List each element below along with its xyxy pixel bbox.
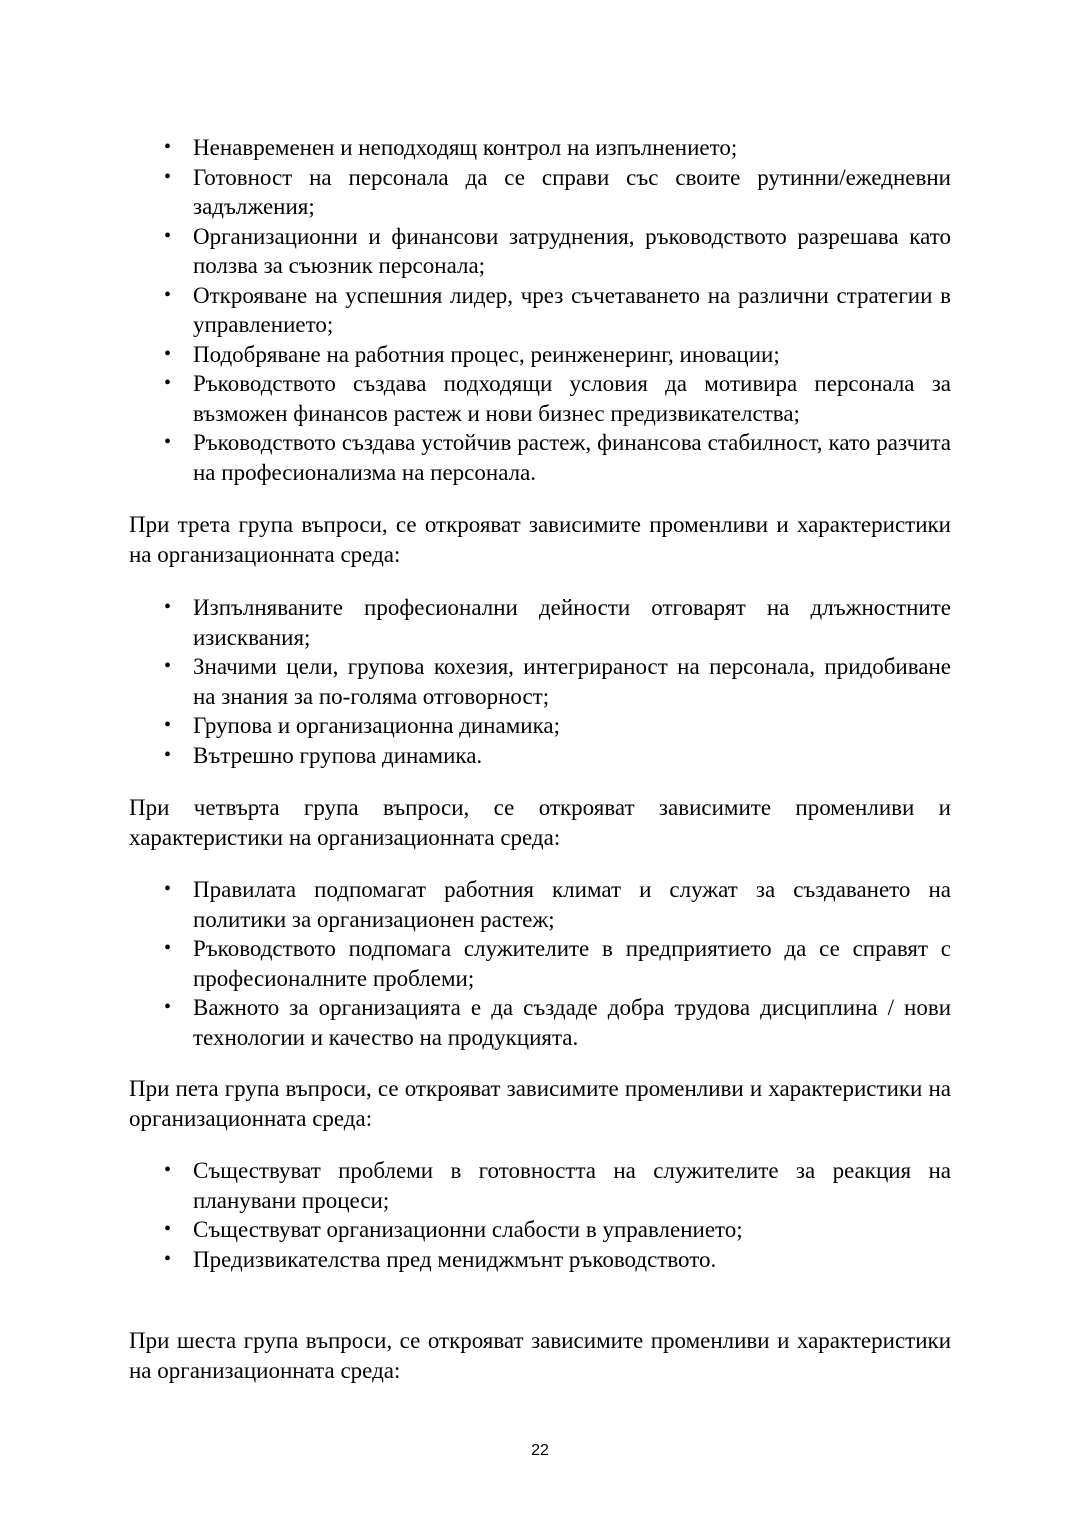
bullet-icon: •: [164, 1218, 172, 1240]
list-item-text: Ненавременен и неподходящ контрол на изпълнението;: [193, 135, 738, 160]
list-item-text: Съществуват проблеми в готовността на служителите за реакция на планувани процеси;: [193, 1158, 951, 1213]
list-item: [129, 1245, 951, 1275]
list-item: [129, 428, 951, 487]
paragraph-group-six: При шеста група въпроси, се открояват зависимите променливи и характеристики на организационната среда:: [129, 1328, 951, 1383]
page-number: 22: [531, 1442, 549, 1459]
list-item: [129, 369, 951, 428]
bullet-icon: •: [164, 1247, 172, 1270]
bullet-icon: •: [164, 937, 172, 959]
list-item-text: Открояване на успешния лидер, чрез съчетаването на различни стратегии в управлението;: [193, 282, 951, 337]
list-item: [129, 875, 951, 934]
bullet-icon: •: [164, 165, 172, 188]
list-item: [129, 340, 951, 370]
paragraph-group-four: При четвърта група въпроси, се открояват зависимите променливи и характеристики на организационната среда:: [129, 795, 951, 850]
bullet-icon: •: [164, 743, 172, 766]
list-item: [129, 133, 951, 163]
list-item-text: Ръководството подпомага служителите в предприятието да се справят с професионалните проблеми;: [193, 936, 951, 991]
list-item: [129, 281, 951, 340]
list-item-text: Съществуват организационни слабости в управлението;: [193, 1217, 743, 1242]
list-item: [129, 1156, 951, 1215]
list-item-text: Значими цели, групова кохезия, интегрираност на персонала, придобиване на знания за по-голяма отговорност;: [193, 654, 951, 709]
bullet-list: [129, 593, 951, 770]
bullet-icon: •: [164, 431, 172, 453]
list-item-text: Изпълняваните професионални дейности отговарят на длъжностните изисквания;: [193, 595, 951, 650]
bullet-icon: •: [164, 224, 172, 247]
list-item: [129, 652, 951, 711]
paragraph-group-five: При пета група въпроси, се открояват зависимите променливи и характеристики на организационната среда:: [129, 1076, 951, 1131]
bullet-icon: •: [164, 878, 172, 900]
bullet-icon: •: [164, 342, 172, 365]
list-item: [129, 741, 951, 771]
list-item-text: Правилата подпомагат работния климат и служат за създаването на политики за организационен растеж;: [193, 877, 951, 932]
list-item: [129, 1215, 951, 1245]
bullet-icon: •: [164, 596, 172, 618]
bullet-list: [129, 875, 951, 1052]
bullet-list: [129, 1156, 951, 1274]
list-item-text: Организационни и финансови затруднения, ръководството разрешава като ползва за съюзник персонала;: [193, 223, 951, 278]
list-item-text: Важното за организацията е да създаде добра трудова дисциплина / нови технологии и качество на продукцията.: [193, 995, 951, 1050]
paragraph-group-three: При трета група въпроси, се открояват зависимите променливи и характеристики на организационната среда:: [129, 512, 951, 567]
bullet-icon: •: [164, 655, 172, 677]
list-item-text: Подобряване на работния процес, реинженеринг, иновации;: [193, 341, 780, 367]
bullet-list: [129, 133, 951, 487]
bullet-icon: •: [164, 714, 172, 736]
list-item-text: Вътрешно групова динамика.: [193, 742, 483, 768]
bullet-icon: •: [164, 1159, 172, 1181]
list-item-text: Ръководството създава подходящи условия да мотивира персонала за възможен финансов растеж и нови бизнес предизвикателства;: [193, 371, 951, 426]
bullet-icon: •: [164, 372, 172, 394]
bullet-icon: •: [164, 996, 172, 1018]
list-item: [129, 934, 951, 993]
list-item: [129, 593, 951, 652]
list-item-text: Предизвикателства пред мениджмънт ръководството.: [193, 1246, 717, 1272]
list-item-text: Готовност на персонала да се справи със своите рутинни/ежедневни задължения;: [193, 164, 951, 219]
list-item-text: Групова и организационна динамика;: [193, 713, 560, 738]
list-item: [129, 711, 951, 741]
list-item: [129, 222, 951, 281]
bullet-icon: •: [164, 136, 172, 158]
bullet-icon: •: [164, 283, 172, 306]
list-item: [129, 163, 951, 222]
page-content: [129, 133, 951, 1385]
list-item-text: Ръководството създава устойчив растеж, финансова стабилност, като разчита на професионализма на персонала.: [193, 430, 951, 485]
list-item: [129, 993, 951, 1052]
